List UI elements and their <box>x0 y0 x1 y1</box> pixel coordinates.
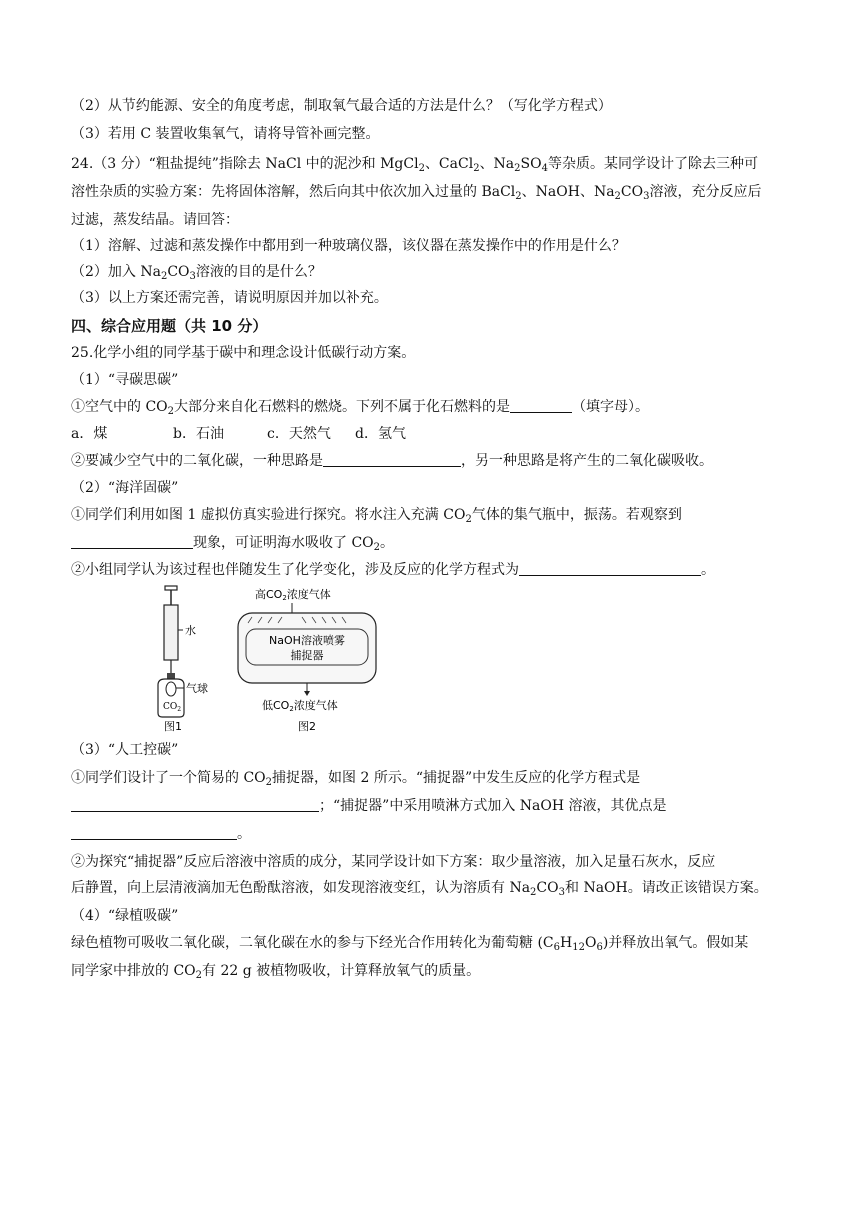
fig2-box-line1: NaOH溶液喷雾 <box>269 634 345 647</box>
q25-s3-q2-line1: ②为探究“捕捉器”反应后溶液中溶质的成分，某同学设计如下方案：取少量溶液，加入足量石灰水，反应 <box>71 854 716 870</box>
answer-blank[interactable] <box>510 397 572 413</box>
q25-s3-title: （3）“人工控碳” <box>71 742 179 758</box>
q24-part2: （2）加入 $Na_2CO_3$溶液的目的是什么？ <box>71 264 322 282</box>
q25-s2-title: （2）“海洋固碳” <box>71 480 179 496</box>
option-a: a．煤 <box>71 426 108 442</box>
figure-1-and-2 <box>150 585 390 735</box>
q25-s2-q1-line1: ①同学们利用如图 1 虚拟仿真实验进行探究。将水注入充满 $CO_2$气体的集气瓶中，振荡。若观察到 <box>71 507 682 525</box>
q24-stem-line3: 过滤，蒸发结晶。请回答： <box>71 212 239 228</box>
q24-stem-line1: 24.（3 分）“粗盐提纯”指除去 NaCl 中的泥沙和 MgCl$_2$、CaCl$_2$、$Na_2SO_4$等杂质。某同学设计了除去三种可 <box>71 156 758 174</box>
q24-stem-line2: 溶性杂质的实验方案：先将固体溶解，然后向其中依次加入过量的 BaCl$_2$、NaOH、$Na_2CO_3$溶液，充分反应后 <box>71 184 762 202</box>
q25-s4-line2: 同学家中排放的 $CO_2$有 22 g 被植物吸收，计算释放氧气的质量。 <box>71 963 481 981</box>
q24-part1: （1）溶解、过滤和蒸发操作中都用到一种玻璃仪器，该仪器在蒸发操作中的作用是什么？ <box>71 238 626 254</box>
option-d: d．氢气 <box>355 426 406 442</box>
q25-s1-options <box>71 424 801 444</box>
q25-s1-title: （1）“寻碳思碳” <box>71 372 179 388</box>
q25-s3-q1-line3: 。 <box>71 824 801 844</box>
option-c: c．天然气 <box>267 426 331 442</box>
fig2-box-line2: 捕捉器 <box>290 649 324 662</box>
answer-blank[interactable] <box>71 796 319 812</box>
fig1-caption: 图1 <box>164 720 182 733</box>
section4-title: 四、综合应用题（共 10 分） <box>71 317 268 335</box>
fig1-co2-label: $CO_2$ <box>163 702 182 713</box>
fig1-balloon-label: 气球 <box>186 682 208 695</box>
answer-blank[interactable] <box>323 451 461 467</box>
answer-blank[interactable] <box>519 560 701 576</box>
fig2-top-label: 高CO2浓度气体 <box>255 588 331 602</box>
q25-s1-q2: ②要减少空气中的二氧化碳，一种思路是 ，另一种思路是将产生的二氧化碳吸收。 <box>71 453 713 469</box>
q23-part3: （3）若用 C 装置收集氧气，请将导管补画完整。 <box>71 126 380 142</box>
answer-blank[interactable] <box>71 824 237 840</box>
q25-stem: 25.化学小组的同学基于碳中和理念设计低碳行动方案。 <box>71 345 416 361</box>
q25-s3-q1-line1: ①同学们设计了一个简易的 $CO_2$捕捉器，如图 2 所示。“捕捉器”中发生反应的化学方程式是 <box>71 770 641 788</box>
option-b: b．石油 <box>173 426 224 442</box>
q25-s4-line1: 绿色植物可吸收二氧化碳，二氧化碳在水的参与下经光合作用转化为葡萄糖 $(C_6H_{12}O_6)$并释放出氧气。假如某 <box>71 935 749 953</box>
fig1-water-label: 水 <box>185 624 196 637</box>
answer-blank[interactable] <box>71 533 193 549</box>
fig2-bottom-label: 低CO2浓度气体 <box>262 699 338 713</box>
q25-s3-q2-line2: 后静置，向上层清液滴加无色酚酞溶液，如发现溶液变红，认为溶质有 $Na_2CO_3$和 NaOH。请改正该错误方案。 <box>71 880 768 898</box>
q24-part3: （3）以上方案还需完善，请说明原因并加以补充。 <box>71 290 388 306</box>
q25-s2-q2: ②小组同学认为该过程也伴随发生了化学变化，涉及反应的化学方程式为 。 <box>71 562 715 578</box>
q25-s2-q1-line2: 现象，可证明海水吸收了 $CO_2$。 <box>71 533 801 553</box>
q25-s3-q1-line2: ；“捕捉器”中采用喷淋方式加入 NaOH 溶液，其优点是 <box>71 796 801 816</box>
fig2-capture-box <box>238 613 376 683</box>
q25-s1-q1: ①空气中的 $CO_2$大部分来自化石燃料的燃烧。下列不属于化石燃料的是 （填字母）。 <box>71 399 650 417</box>
q25-s4-title: （4）“绿植吸碳” <box>71 908 179 924</box>
q23-part2: （2）从节约能源、安全的角度考虑，制取氧气最合适的方法是什么？（写化学方程式） <box>71 98 612 114</box>
fig2-caption: 图2 <box>298 720 316 733</box>
figure-1-apparatus <box>158 586 184 717</box>
